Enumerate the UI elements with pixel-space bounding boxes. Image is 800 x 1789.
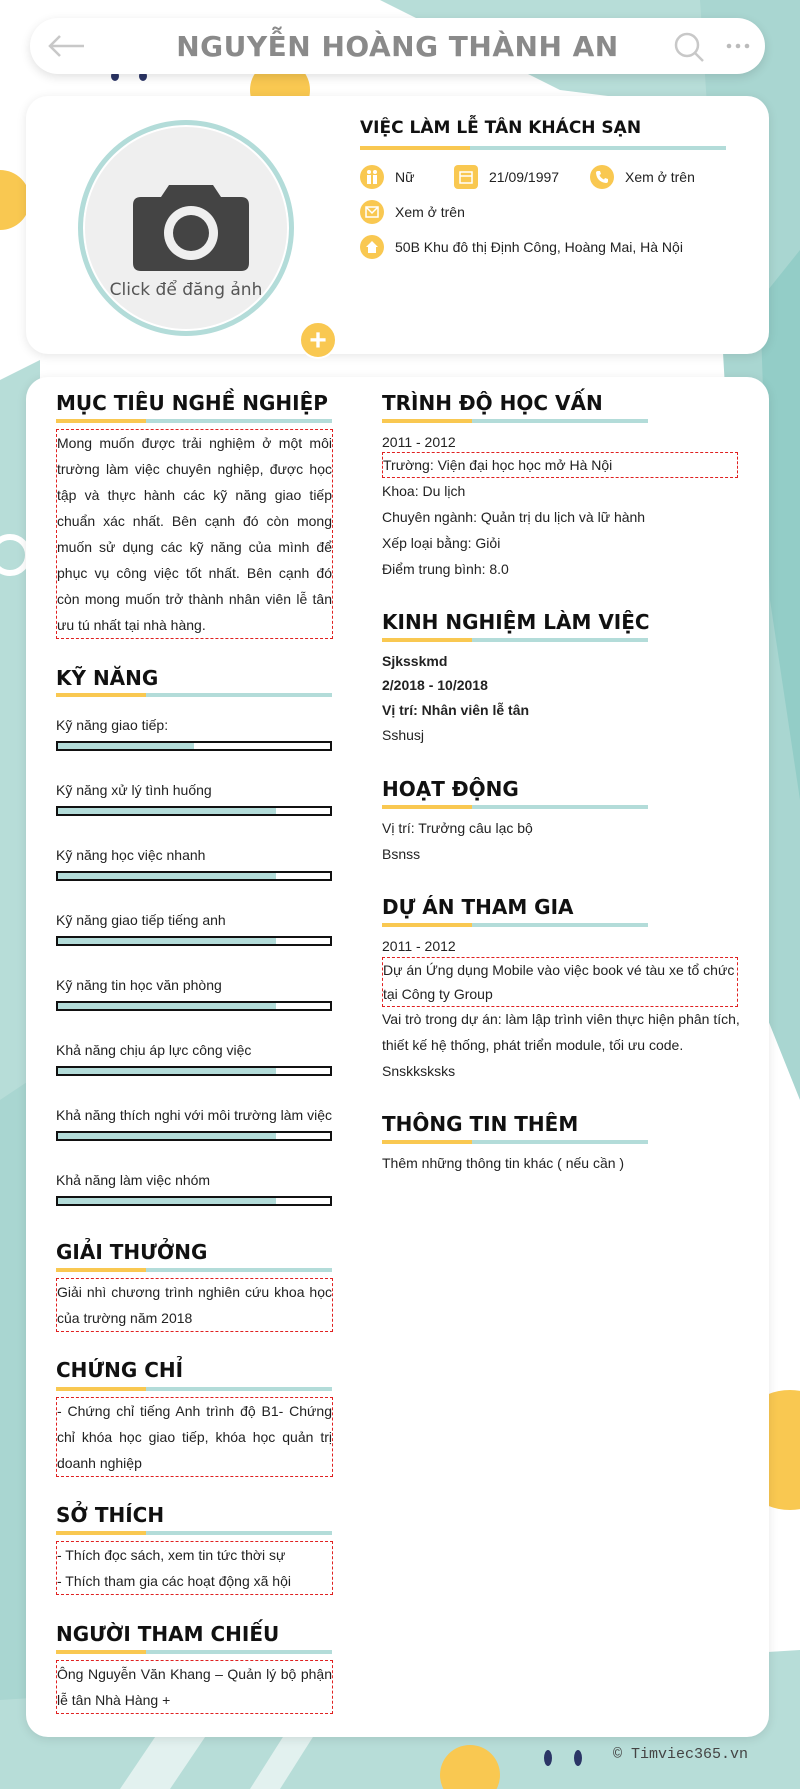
skill-label: Kỹ năng tin học văn phòng	[56, 977, 222, 993]
education-faculty: Khoa: Du lịch	[382, 483, 466, 499]
skill-level-bar[interactable]	[56, 871, 332, 881]
activities-description: Bsnss	[382, 846, 421, 862]
skill-level-fill	[58, 873, 276, 879]
birthday-info	[454, 165, 559, 189]
hobby-item: - Thích tham gia các hoạt động xã hội	[57, 1573, 291, 1589]
section-underline	[56, 1268, 332, 1272]
skill-level-fill	[58, 1003, 276, 1009]
avatar-upload-label: Click để đăng ảnh	[109, 280, 263, 300]
footer-brand: © Timviec365.vn	[612, 1746, 748, 1763]
phone-info	[590, 165, 695, 189]
section-underline	[382, 805, 648, 809]
additional-title: THÔNG TIN THÊM	[382, 1112, 579, 1136]
experience-company: Sjksskmd	[382, 653, 448, 669]
email-icon	[360, 200, 384, 224]
section-underline	[56, 1387, 332, 1391]
skill-level-bar[interactable]	[56, 806, 332, 816]
section-underline	[56, 419, 332, 423]
section-underline	[382, 923, 648, 927]
email-value: Xem ở trên	[395, 204, 465, 220]
home-icon	[360, 235, 384, 259]
phone-icon	[590, 165, 614, 189]
education-period: 2011 - 2012	[382, 434, 456, 450]
skill-level-bar[interactable]	[56, 741, 332, 751]
avatar-upload[interactable]	[78, 120, 327, 357]
email-info	[360, 200, 465, 224]
education-gpa: Điểm trung bình: 8.0	[382, 561, 509, 577]
skill-level-bar[interactable]	[56, 1196, 332, 1206]
certificates-title: CHỨNG CHỈ	[56, 1358, 184, 1382]
section-underline	[56, 1650, 332, 1654]
address-value: 50B Khu đô thị Định Công, Hoàng Mai, Hà Nội	[395, 239, 683, 255]
skill-level-fill	[58, 743, 194, 749]
education-major: Chuyên ngành: Quản trị du lịch và lữ hành	[382, 509, 646, 525]
camera-icon	[131, 181, 251, 271]
gender-info	[360, 165, 414, 189]
education-title: TRÌNH ĐỘ HỌC VẤN	[382, 391, 603, 415]
additional-text: Thêm những thông tin khác ( nếu cần )	[382, 1155, 625, 1171]
experience-period: 2/2018 - 10/2018	[382, 677, 488, 693]
education-rank: Xếp loại bằng: Giỏi	[382, 535, 501, 551]
skill-label: Khả năng làm việc nhóm	[56, 1172, 211, 1188]
projects-title: DỰ ÁN THAM GIA	[382, 895, 574, 919]
experience-position: Vị trí: Nhân viên lễ tân	[382, 702, 530, 718]
skill-label: Kỹ năng giao tiếp:	[56, 717, 169, 733]
candidate-name: NGUYỄN HOÀNG THÀNH AN	[176, 30, 619, 63]
references-text[interactable]: Ông Nguyễn Văn Khang – Quản lý bộ phận lễ tân Nhà Hàng +	[56, 1660, 333, 1714]
section-underline	[382, 638, 648, 642]
experience-title: KINH NGHIỆM LÀM VIỆC	[382, 610, 650, 634]
projects-name[interactable]: Dự án Ứng dụng Mobile vào việc book vé tàu xe tổ chức tại Công ty Group	[382, 957, 738, 1007]
cv-body-card	[26, 377, 769, 1737]
objective-title: MỤC TIÊU NGHỀ NGHIỆP	[56, 391, 328, 415]
hobby-item: - Thích đọc sách, xem tin tức thời sự	[57, 1547, 286, 1563]
add-photo-icon[interactable]: +	[299, 321, 337, 359]
search-icon[interactable]	[673, 31, 705, 63]
phone-value: Xem ở trên	[625, 169, 695, 185]
projects-extra: Snskksksks	[382, 1063, 456, 1079]
hobbies-text[interactable]	[56, 1541, 333, 1595]
activities-title: HOẠT ĐỘNG	[382, 777, 519, 801]
projects-period: 2011 - 2012	[382, 938, 456, 954]
skill-label: Kỹ năng giao tiếp tiếng anh	[56, 912, 226, 928]
skill-label: Khả năng chịu áp lực công việc	[56, 1042, 252, 1058]
calendar-icon	[454, 165, 478, 189]
projects-role: Vai trò trong dự án: làm lập trình viên thực hiện phân tích, thiết kế hệ thống, phát triển module, tối ưu code.	[382, 1011, 740, 1053]
skills-title: KỸ NĂNG	[56, 666, 159, 690]
gender-icon	[360, 165, 384, 189]
gender-value: Nữ	[395, 169, 415, 185]
experience-description: Sshusj	[382, 727, 425, 743]
birthday-value: 21/09/1997	[489, 169, 560, 185]
skill-level-fill	[58, 1198, 276, 1204]
profile-card	[26, 96, 769, 357]
references-title: NGƯỜI THAM CHIẾU	[56, 1622, 280, 1646]
education-school[interactable]: Trường: Viện đại học học mở Hà Nội	[382, 452, 738, 478]
activities-position: Vị trí: Trưởng câu lạc bộ	[382, 820, 533, 836]
section-underline	[382, 1140, 648, 1144]
awards-text[interactable]: Giải nhì chương trình nghiên cứu khoa học của trường năm 2018	[56, 1278, 333, 1332]
skill-level-fill	[58, 808, 276, 814]
section-underline	[56, 693, 332, 697]
skill-label: Kỹ năng học việc nhanh	[56, 847, 206, 863]
hobbies-title: SỞ THÍCH	[56, 1503, 165, 1527]
skill-label: Kỹ năng xử lý tình huống	[56, 782, 212, 798]
skill-level-fill	[58, 1133, 276, 1139]
awards-title: GIẢI THƯỞNG	[56, 1240, 208, 1264]
section-underline	[382, 419, 648, 423]
title-underline	[360, 146, 726, 150]
skill-level-fill	[58, 938, 276, 944]
top-bar	[30, 18, 765, 74]
certificates-text[interactable]: - Chứng chỉ tiếng Anh trình độ B1- Chứng chỉ khóa học giao tiếp, khóa học quản trị doanh nghiệp	[56, 1397, 333, 1477]
skill-level-bar[interactable]	[56, 1131, 332, 1141]
skill-level-bar[interactable]	[56, 936, 332, 946]
section-underline	[56, 1531, 332, 1535]
objective-text[interactable]: Mong muốn được trải nghiệm ở một môi trường làm việc chuyên nghiệp, được học tập và thực hành các kỹ năng giao tiếp chuẩn xác nhất. Bên cạnh đó còn mong muốn sử dụng các kỹ năng của mình để phục vụ công việc tốt nhất. Bên cạnh đó còn mong muốn trở thành nhân viên lễ tân ưu tú nhất tại nhà hàng.	[56, 429, 333, 639]
address-info	[360, 235, 683, 259]
skill-label: Khả năng thích nghi với môi trường làm việc	[56, 1107, 332, 1123]
skill-level-fill	[58, 1068, 276, 1074]
skill-level-bar[interactable]	[56, 1066, 332, 1076]
skill-level-bar[interactable]	[56, 1001, 332, 1011]
job-title: VIỆC LÀM LỄ TÂN KHÁCH SẠN	[360, 118, 642, 138]
more-options-icon[interactable]	[723, 36, 753, 56]
